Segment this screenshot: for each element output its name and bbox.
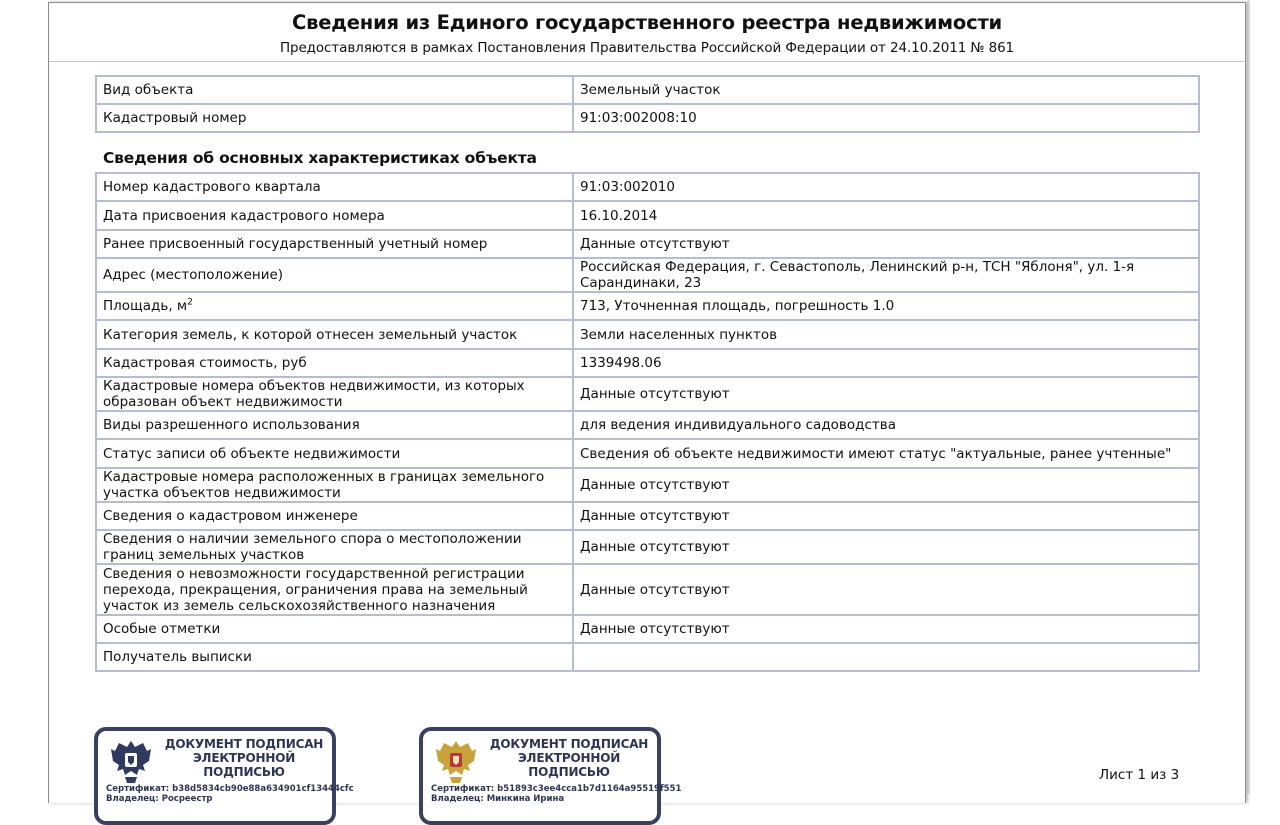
- page-counter: Лист 1 из 3: [1099, 767, 1180, 783]
- row-value: 713, Уточненная площадь, погрешность 1.0: [573, 292, 1199, 320]
- table-row: [96, 530, 1199, 564]
- row-value: Российская Федерация, г. Севастополь, Ленинский р-н, ТСН "Яблоня", ул. 1-я Сарандинаки, 23: [573, 258, 1199, 292]
- row-value: Данные отсутствуют: [573, 564, 1199, 615]
- table-row: [96, 468, 1199, 502]
- row-label: Номер кадастрового квартала: [96, 173, 573, 201]
- row-value: для ведения индивидуального садоводства: [573, 411, 1199, 439]
- table-row: [96, 349, 1199, 377]
- row-label: Особые отметки: [96, 615, 573, 643]
- row-label: [96, 292, 573, 320]
- signature-certificate: Сертификат: b38d5834cb90e88a634901cf13444cfc: [106, 784, 354, 794]
- object-table: [95, 75, 1200, 133]
- row-label: Вид объекта: [96, 76, 573, 104]
- viewer-edge: [1247, 0, 1250, 794]
- table-row: [96, 615, 1199, 643]
- row-value: [573, 643, 1199, 671]
- row-value: Данные отсутствуют: [573, 530, 1199, 564]
- row-value: Сведения об объекте недвижимости имеют статус "актуальные, ранее учтенные": [573, 439, 1199, 468]
- area-superscript: 2: [187, 297, 193, 308]
- row-label: Категория земель, к которой отнесен земельный участок: [96, 320, 573, 349]
- row-value: Земельный участок: [573, 76, 1199, 104]
- table-row: [96, 320, 1199, 349]
- row-label: Дата присвоения кадастрового номера: [96, 201, 573, 230]
- row-label: Сведения о кадастровом инженере: [96, 502, 573, 530]
- row-label: Сведения о невозможности государственной регистрации перехода, прекращения, ограничения права на земельный участок из земель сельскохозяйственного назначения: [96, 564, 573, 615]
- eagle-emblem-icon: [108, 737, 154, 785]
- signature-stamp: [94, 727, 354, 825]
- row-value: Данные отсутствуют: [573, 502, 1199, 530]
- table-row: [96, 377, 1199, 411]
- table-row: [96, 201, 1199, 230]
- row-label: Ранее присвоенный государственный учетный номер: [96, 230, 573, 258]
- row-value: Данные отсутствуют: [573, 615, 1199, 643]
- table-row: [96, 643, 1199, 671]
- row-value: 91:03:002008:10: [573, 104, 1199, 132]
- table-row: [96, 76, 1199, 104]
- row-label: Получатель выписки: [96, 643, 573, 671]
- row-value: 91:03:002010: [573, 173, 1199, 201]
- coat-of-arms-icon: [433, 737, 479, 785]
- document-title: Сведения из Единого государственного реестра недвижимости: [291, 11, 1003, 34]
- area-label: Площадь, м: [103, 298, 188, 314]
- row-label: Статус записи об объекте недвижимости: [96, 439, 573, 468]
- table-row: [96, 411, 1199, 439]
- table-row: [96, 104, 1199, 132]
- table-row: [96, 502, 1199, 530]
- row-value: Данные отсутствуют: [573, 230, 1199, 258]
- table-row: [96, 292, 1199, 320]
- section-title: Сведения об основных характеристиках объекта: [103, 149, 537, 167]
- row-value: Данные отсутствуют: [573, 377, 1199, 411]
- row-label: Кадастровые номера расположенных в границах земельного участка объектов недвижимости: [96, 468, 573, 502]
- row-label: Кадастровые номера объектов недвижимости, из которых образован объект недвижимости: [96, 377, 573, 411]
- signature-certificate: Сертификат: b51893c3ee4cca1b7d1164a95519f551: [431, 784, 682, 794]
- signature-text: ДОКУМЕНТ ПОДПИСАН ЭЛЕКТРОННОЙ ПОДПИСЬЮ: [489, 737, 649, 779]
- row-value: 16.10.2014: [573, 201, 1199, 230]
- table-row: [96, 173, 1199, 201]
- row-value: 1339498.06: [573, 349, 1199, 377]
- row-label: Сведения о наличии земельного спора о местоположении границ земельных участков: [96, 530, 573, 564]
- signature-owner: Владелец: Минкина Ирина: [431, 794, 565, 804]
- table-row: [96, 258, 1199, 292]
- row-value: Данные отсутствуют: [573, 468, 1199, 502]
- row-label: Кадастровая стоимость, руб: [96, 349, 573, 377]
- signature-text: ДОКУМЕНТ ПОДПИСАН ЭЛЕКТРОННОЙ ПОДПИСЬЮ: [164, 737, 324, 779]
- row-value: Земли населенных пунктов: [573, 320, 1199, 349]
- document-header: [49, 3, 1245, 60]
- signature-stamp: [419, 727, 682, 825]
- row-label: Виды разрешенного использования: [96, 411, 573, 439]
- table-row: [96, 230, 1199, 258]
- table-row: [96, 439, 1199, 468]
- row-label: Кадастровый номер: [96, 104, 573, 132]
- row-label: Адрес (местоположение): [96, 258, 573, 292]
- document-subtitle: Предоставляются в рамках Постановления Правительства Российской Федерации от 24.10.2011 № 861: [279, 40, 1015, 56]
- signature-owner: Владелец: Росреестр: [106, 794, 213, 804]
- table-row: [96, 564, 1199, 615]
- characteristics-table: [95, 172, 1200, 672]
- header-divider: [49, 61, 1245, 62]
- document-page: [48, 2, 1246, 803]
